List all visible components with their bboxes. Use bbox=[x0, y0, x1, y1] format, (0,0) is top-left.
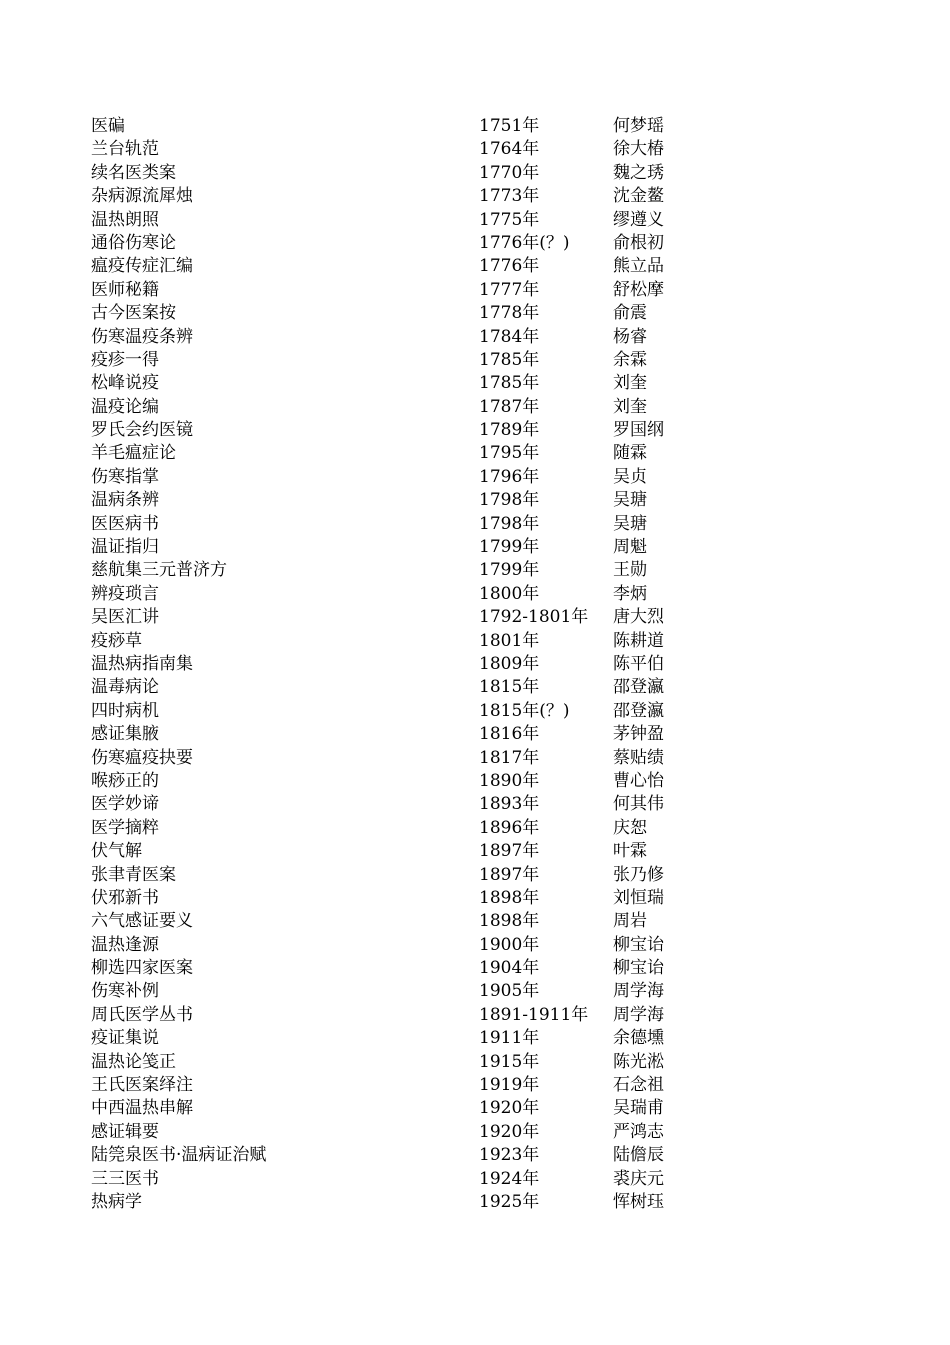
book-year: 1815年 bbox=[479, 677, 540, 698]
book-title: 四时病机 bbox=[91, 700, 159, 721]
book-author: 恽树珏 bbox=[613, 1191, 664, 1212]
book-author: 刘奎 bbox=[613, 396, 647, 417]
book-author: 严鸿志 bbox=[613, 1121, 664, 1142]
book-year: 1896年 bbox=[479, 817, 540, 838]
book-author: 魏之琇 bbox=[613, 162, 664, 183]
table-row bbox=[91, 209, 691, 232]
book-title: 伏邪新书 bbox=[91, 887, 159, 908]
book-author: 吴瑭 bbox=[613, 490, 647, 511]
book-author: 张乃修 bbox=[613, 864, 664, 885]
book-title: 喉痧正的 bbox=[91, 770, 159, 791]
book-author: 陈平伯 bbox=[613, 653, 664, 674]
table-row bbox=[91, 676, 691, 699]
book-year: 1785年 bbox=[479, 349, 540, 370]
book-title: 吴医汇讲 bbox=[91, 607, 159, 628]
table-row bbox=[91, 910, 691, 933]
book-title: 续名医类案 bbox=[91, 162, 176, 183]
book-year: 1776年(？) bbox=[479, 232, 570, 253]
table-row bbox=[91, 1121, 691, 1144]
book-author: 柳宝诒 bbox=[613, 934, 664, 955]
table-row bbox=[91, 1097, 691, 1120]
book-year: 1915年 bbox=[479, 1051, 540, 1072]
book-year: 1905年 bbox=[479, 981, 540, 1002]
book-author: 吴瑞甫 bbox=[613, 1098, 664, 1119]
book-author: 邵登瀛 bbox=[613, 700, 664, 721]
book-title: 羊毛瘟症论 bbox=[91, 443, 176, 464]
book-year: 1798年 bbox=[479, 513, 540, 534]
table-row bbox=[91, 583, 691, 606]
book-year: 1764年 bbox=[479, 139, 540, 160]
book-title: 医学妙谛 bbox=[91, 794, 159, 815]
book-author: 余德壎 bbox=[613, 1028, 664, 1049]
table-row bbox=[91, 255, 691, 278]
book-year: 1809年 bbox=[479, 653, 540, 674]
book-year: 1890年 bbox=[479, 770, 540, 791]
book-year: 1817年 bbox=[479, 747, 540, 768]
table-row bbox=[91, 138, 691, 161]
book-author: 何梦瑶 bbox=[613, 116, 664, 136]
book-title: 古今医案按 bbox=[91, 303, 176, 324]
book-year: 1799年 bbox=[479, 560, 540, 581]
book-author: 陆儋辰 bbox=[613, 1145, 664, 1166]
book-author: 周学海 bbox=[613, 981, 664, 1002]
book-title: 王氏医案绎注 bbox=[91, 1075, 193, 1096]
book-year: 1775年 bbox=[479, 209, 540, 230]
book-title: 医学摘粹 bbox=[91, 817, 159, 838]
book-year: 1898年 bbox=[479, 911, 540, 932]
book-author: 裘庆元 bbox=[613, 1168, 664, 1189]
book-year: 1891-1911年 bbox=[479, 1004, 589, 1025]
book-title: 杂病源流犀烛 bbox=[91, 186, 193, 207]
book-year: 1773年 bbox=[479, 186, 540, 207]
book-title: 瘟疫传症汇编 bbox=[91, 256, 193, 277]
table-row bbox=[91, 653, 691, 676]
book-author: 刘恒瑞 bbox=[613, 887, 664, 908]
book-year: 1785年 bbox=[479, 373, 540, 394]
table-row bbox=[91, 1027, 691, 1050]
book-year: 1800年 bbox=[479, 583, 540, 604]
book-year: 1795年 bbox=[479, 443, 540, 464]
table-row bbox=[91, 232, 691, 255]
book-author: 石念祖 bbox=[613, 1075, 664, 1096]
book-year: 1919年 bbox=[479, 1075, 540, 1096]
book-title: 医碥 bbox=[91, 116, 125, 136]
book-list bbox=[91, 115, 691, 1214]
book-title: 伏气解 bbox=[91, 841, 142, 862]
book-author: 随霖 bbox=[613, 443, 647, 464]
table-row bbox=[91, 747, 691, 770]
book-title: 温热朗照 bbox=[91, 209, 159, 230]
table-row bbox=[91, 723, 691, 746]
book-author: 罗国纲 bbox=[613, 420, 664, 441]
table-row bbox=[91, 162, 691, 185]
book-year: 1900年 bbox=[479, 934, 540, 955]
book-title: 罗氏会约医镜 bbox=[91, 420, 193, 441]
book-title: 松峰说疫 bbox=[91, 373, 159, 394]
book-year: 1798年 bbox=[479, 490, 540, 511]
book-title: 三三医书 bbox=[91, 1168, 159, 1189]
book-title: 伤寒指掌 bbox=[91, 466, 159, 487]
book-title: 温热病指南集 bbox=[91, 653, 193, 674]
book-author: 沈金鳌 bbox=[613, 186, 664, 207]
book-title: 陆筦泉医书·温病证治赋 bbox=[91, 1145, 267, 1166]
book-year: 1776年 bbox=[479, 256, 540, 277]
table-row bbox=[91, 864, 691, 887]
book-author: 吴贞 bbox=[613, 466, 647, 487]
book-title: 温热论笺正 bbox=[91, 1051, 176, 1072]
table-row bbox=[91, 279, 691, 302]
table-row bbox=[91, 1051, 691, 1074]
table-row bbox=[91, 1191, 691, 1214]
table-row bbox=[91, 489, 691, 512]
table-row bbox=[91, 466, 691, 489]
book-year: 1816年 bbox=[479, 724, 540, 745]
table-row bbox=[91, 1168, 691, 1191]
table-row bbox=[91, 442, 691, 465]
book-title: 周氏医学丛书 bbox=[91, 1004, 193, 1025]
book-title: 感证辑要 bbox=[91, 1121, 159, 1142]
table-row bbox=[91, 396, 691, 419]
book-year: 1898年 bbox=[479, 887, 540, 908]
book-author: 何其伟 bbox=[613, 794, 664, 815]
book-year: 1784年 bbox=[479, 326, 540, 347]
book-author: 舒松摩 bbox=[613, 279, 664, 300]
book-author: 余霖 bbox=[613, 349, 647, 370]
book-author: 杨睿 bbox=[613, 326, 647, 347]
book-title: 温疫论编 bbox=[91, 396, 159, 417]
book-title: 辨疫琐言 bbox=[91, 583, 159, 604]
book-year: 1911年 bbox=[479, 1028, 540, 1049]
book-author: 李炳 bbox=[613, 583, 647, 604]
book-author: 曹心怡 bbox=[613, 770, 664, 791]
table-row bbox=[91, 700, 691, 723]
book-author: 柳宝诒 bbox=[613, 958, 664, 979]
book-title: 张聿青医案 bbox=[91, 864, 176, 885]
book-title: 医师秘籍 bbox=[91, 279, 159, 300]
book-author: 俞根初 bbox=[613, 232, 664, 253]
book-author: 邵登瀛 bbox=[613, 677, 664, 698]
book-title: 伤寒瘟疫抉要 bbox=[91, 747, 193, 768]
book-author: 蔡贴绩 bbox=[613, 747, 664, 768]
table-row bbox=[91, 349, 691, 372]
table-row bbox=[91, 957, 691, 980]
table-row bbox=[91, 793, 691, 816]
book-year: 1923年 bbox=[479, 1145, 540, 1166]
book-title: 伤寒温疫条辨 bbox=[91, 326, 193, 347]
book-author: 陈光淞 bbox=[613, 1051, 664, 1072]
table-row bbox=[91, 1004, 691, 1027]
book-title: 中西温热串解 bbox=[91, 1098, 193, 1119]
book-title: 医医病书 bbox=[91, 513, 159, 534]
table-row bbox=[91, 326, 691, 349]
book-author: 庆恕 bbox=[613, 817, 647, 838]
table-row bbox=[91, 302, 691, 325]
table-row bbox=[91, 980, 691, 1003]
table-row bbox=[91, 1144, 691, 1167]
book-author: 叶霖 bbox=[613, 841, 647, 862]
book-year: 1815年(？) bbox=[479, 700, 570, 721]
book-title: 温病条辨 bbox=[91, 490, 159, 511]
table-row bbox=[91, 559, 691, 582]
book-year: 1920年 bbox=[479, 1121, 540, 1142]
book-author: 茅钟盈 bbox=[613, 724, 664, 745]
book-year: 1778年 bbox=[479, 303, 540, 324]
book-title: 感证集腋 bbox=[91, 724, 159, 745]
book-author: 陈耕道 bbox=[613, 630, 664, 651]
book-year: 1751年 bbox=[479, 116, 540, 136]
book-author: 王勋 bbox=[613, 560, 647, 581]
table-row bbox=[91, 372, 691, 395]
table-row bbox=[91, 185, 691, 208]
book-author: 缪遵义 bbox=[613, 209, 664, 230]
book-year: 1897年 bbox=[479, 841, 540, 862]
table-row bbox=[91, 606, 691, 629]
book-title: 疫痧草 bbox=[91, 630, 142, 651]
book-author: 周岩 bbox=[613, 911, 647, 932]
book-author: 周学海 bbox=[613, 1004, 664, 1025]
book-author: 徐大椿 bbox=[613, 139, 664, 160]
table-row bbox=[91, 887, 691, 910]
book-year: 1799年 bbox=[479, 537, 540, 558]
book-title: 温毒病论 bbox=[91, 677, 159, 698]
book-title: 温证指归 bbox=[91, 537, 159, 558]
book-year: 1770年 bbox=[479, 162, 540, 183]
table-row bbox=[91, 536, 691, 559]
book-title: 疫证集说 bbox=[91, 1028, 159, 1049]
book-year: 1777年 bbox=[479, 279, 540, 300]
book-year: 1904年 bbox=[479, 958, 540, 979]
table-row bbox=[91, 817, 691, 840]
book-year: 1787年 bbox=[479, 396, 540, 417]
book-year: 1920年 bbox=[479, 1098, 540, 1119]
table-row bbox=[91, 934, 691, 957]
table-row bbox=[91, 840, 691, 863]
table-row bbox=[91, 770, 691, 793]
book-year: 1924年 bbox=[479, 1168, 540, 1189]
book-year: 1897年 bbox=[479, 864, 540, 885]
book-year: 1925年 bbox=[479, 1191, 540, 1212]
book-title: 慈航集三元普济方 bbox=[91, 560, 227, 581]
book-title: 兰台轨范 bbox=[91, 139, 159, 160]
book-title: 热病学 bbox=[91, 1191, 142, 1212]
book-title: 六气感证要义 bbox=[91, 911, 193, 932]
book-author: 熊立品 bbox=[613, 256, 664, 277]
book-year: 1789年 bbox=[479, 420, 540, 441]
book-author: 刘奎 bbox=[613, 373, 647, 394]
book-title: 通俗伤寒论 bbox=[91, 232, 176, 253]
book-author: 唐大烈 bbox=[613, 607, 664, 628]
book-title: 柳选四家医案 bbox=[91, 958, 193, 979]
table-row bbox=[91, 1074, 691, 1097]
book-title: 温热逢源 bbox=[91, 934, 159, 955]
table-row bbox=[91, 419, 691, 442]
book-year: 1796年 bbox=[479, 466, 540, 487]
book-author: 吴瑭 bbox=[613, 513, 647, 534]
table-row bbox=[91, 513, 691, 536]
book-year: 1893年 bbox=[479, 794, 540, 815]
book-title: 伤寒补例 bbox=[91, 981, 159, 1002]
book-year: 1792-1801年 bbox=[479, 607, 589, 628]
book-author: 周魁 bbox=[613, 537, 647, 558]
book-title: 疫疹一得 bbox=[91, 349, 159, 370]
table-row bbox=[91, 630, 691, 653]
table-row bbox=[91, 115, 691, 138]
book-year: 1801年 bbox=[479, 630, 540, 651]
book-author: 俞震 bbox=[613, 303, 647, 324]
